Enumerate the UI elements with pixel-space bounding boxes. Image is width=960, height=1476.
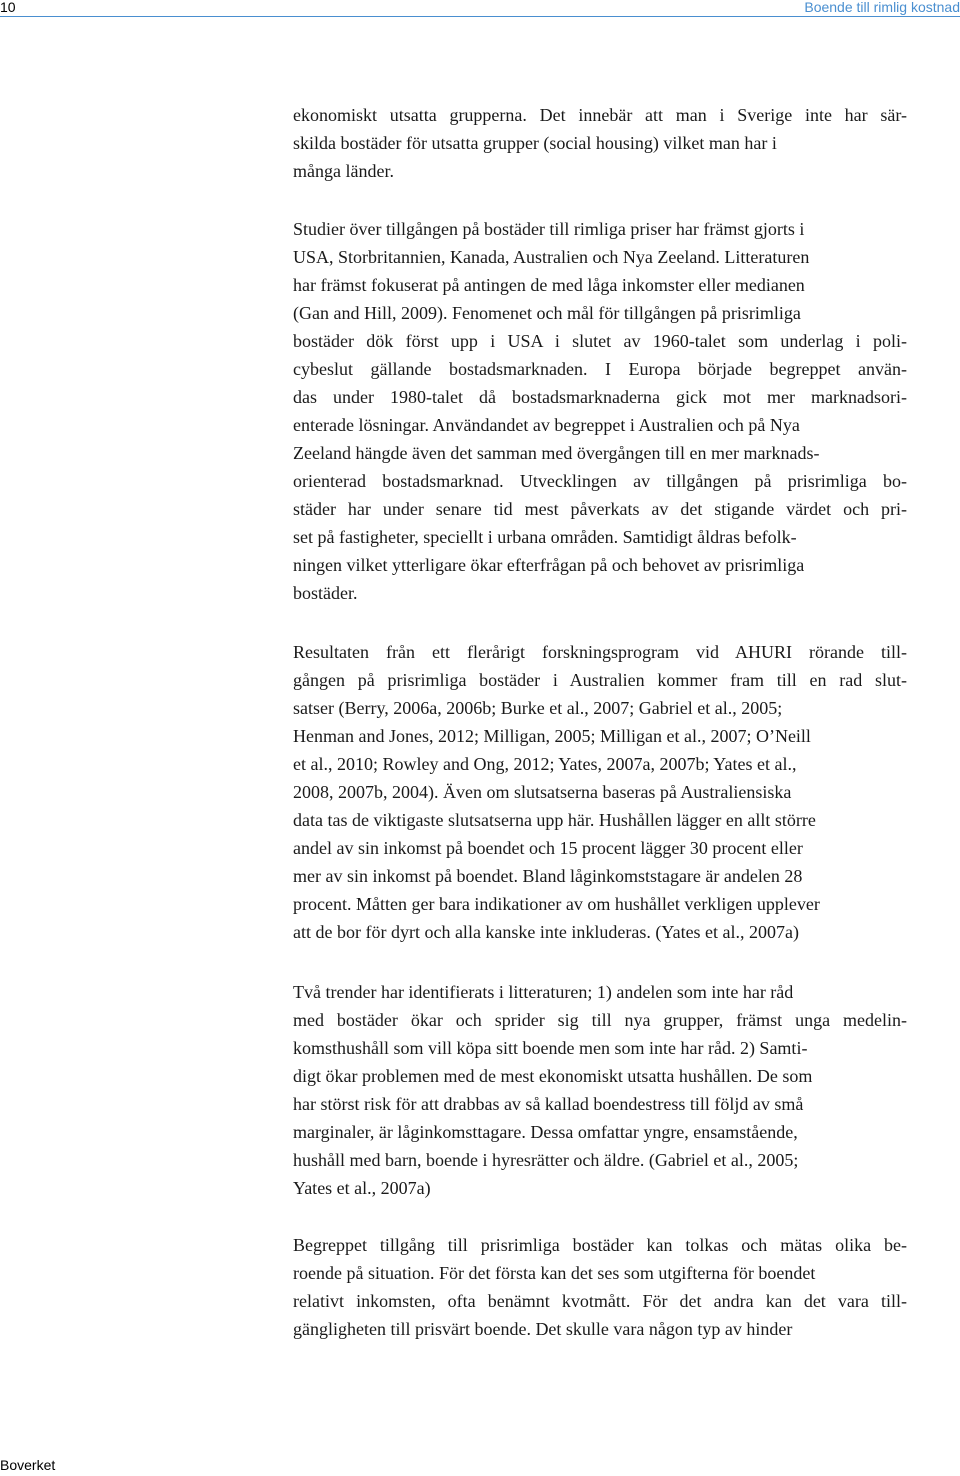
text-line: procent. Måtten ger bara indikationer av om hushållet verkligen upplever [293, 894, 820, 914]
text-line: 2008, 2007b, 2004). Även om slutsatserna baseras på Australiensiska [293, 782, 792, 802]
text-line: orienterad bostadsmarknad. Utvecklingen av tillgången på prisrimliga bo- [293, 471, 907, 491]
text-line: hushåll med barn, boende i hyresrätter och äldre. (Gabriel et al., 2005; [293, 1150, 799, 1170]
body-text [293, 101, 907, 1343]
page-footer [0, 1458, 55, 1472]
paragraph-2 [293, 215, 907, 607]
text-line: data tas de viktigaste slutsatserna upp här. Hushållen lägger en allt större [293, 810, 816, 830]
text-line: Två trender har identifierats i litteraturen; 1) andelen som inte har råd [293, 982, 794, 1002]
text-line: marginaler, är låginkomsttagare. Dessa omfattar yngre, ensamstående, [293, 1122, 798, 1142]
text-line: bostäder. [293, 583, 358, 603]
paragraph-1 [293, 101, 907, 185]
text-line: Begreppet tillgång till prisrimliga bostäder kan tolkas och mätas olika be- [293, 1235, 907, 1255]
text-line: enterade lösningar. Användandet av begreppet i Australien och på Nya [293, 415, 800, 435]
text-line: Henman and Jones, 2012; Milligan, 2005; Milligan et al., 2007; O’Neill [293, 726, 811, 746]
text-line: Studier över tillgången på bostäder till rimliga priser har främst gjorts i [293, 219, 805, 239]
text-line: komsthushåll som vill köpa sitt boende men som inte har råd. 2) Samti- [293, 1038, 808, 1058]
text-line: cybeslut gällande bostadsmarknaden. I Europa började begreppet använ- [293, 359, 907, 379]
page-header [0, 0, 960, 18]
text-line: med bostäder ökar och sprider sig till nya grupper, främst unga medelin- [293, 1010, 907, 1030]
text-line: Zeeland hängde även det samman med övergången till en mer marknads- [293, 443, 820, 463]
text-line: har främst fokuserat på antingen de med låga inkomster eller medianen [293, 275, 805, 295]
text-line: (Gan and Hill, 2009). Fenomenet och mål för tillgången på prisrimliga [293, 303, 801, 323]
text-line: roende på situation. För det första kan det ses som utgifterna för boendet [293, 1263, 816, 1283]
text-line: bostäder dök först upp i USA i slutet av 1960-talet som underlag i poli- [293, 331, 907, 351]
text-line: att de bor för dyrt och alla kanske inte inkluderas. (Yates et al., 2007a) [293, 922, 800, 942]
paragraph-gap [293, 607, 907, 638]
text-line: ningen vilket ytterligare ökar efterfrågan på och behovet av prisrimliga [293, 555, 805, 575]
text-line: digt ökar problemen med de mest ekonomiskt utsatta hushållen. De som [293, 1066, 813, 1086]
paragraph-gap [293, 185, 907, 215]
header-rule [0, 16, 960, 17]
text-line: das under 1980-talet då bostadsmarknaderna gick mot mer marknadsori- [293, 387, 907, 407]
paragraph-4 [293, 978, 907, 1202]
text-line: satser (Berry, 2006a, 2006b; Burke et al., 2007; Gabriel et al., 2005; [293, 698, 783, 718]
publisher-name: Boverket [0, 1457, 56, 1473]
paragraph-gap [293, 946, 907, 978]
text-line: gången på prisrimliga bostäder i Australien kommer fram till en rad slut- [293, 670, 907, 690]
text-line: set på fastigheter, speciellt i urbana områden. Samtidigt åldras befolk- [293, 527, 797, 547]
text-line: Yates et al., 2007a) [293, 1178, 431, 1198]
text-line: et al., 2010; Rowley and Ong, 2012; Yates, 2007a, 2007b; Yates et al., [293, 754, 797, 774]
text-line: andel av sin inkomst på boendet och 15 procent lägger 30 procent eller [293, 838, 803, 858]
paragraph-3 [293, 638, 907, 946]
text-line: städer har under senare tid mest påverkats av det stigande värdet och pri- [293, 499, 907, 519]
page-number: 10 [0, 0, 16, 15]
text-line: mer av sin inkomst på boendet. Bland låginkomststagare är andelen 28 [293, 866, 803, 886]
text-line: många länder. [293, 161, 394, 181]
paragraph-5 [293, 1231, 907, 1343]
text-line: har störst risk för att drabbas av så kallad boendestress till följd av små [293, 1094, 804, 1114]
text-line: relativt inkomsten, ofta benämnt kvotmått. För det andra kan det vara till- [293, 1291, 907, 1311]
text-line: USA, Storbritannien, Kanada, Australien och Nya Zeeland. Litteraturen [293, 247, 810, 267]
text-line: Resultaten från ett flerårigt forskningsprogram vid AHURI rörande till- [293, 642, 907, 662]
text-line: skilda bostäder för utsatta grupper (social housing) vilket man har i [293, 133, 777, 153]
paragraph-gap [293, 1202, 907, 1231]
text-line: ekonomiskt utsatta grupperna. Det innebär att man i Sverige inte har sär- [293, 105, 907, 125]
running-title: Boende till rimlig kostnad [804, 0, 960, 15]
text-line: gängligheten till prisvärt boende. Det skulle vara någon typ av hinder [293, 1319, 793, 1339]
